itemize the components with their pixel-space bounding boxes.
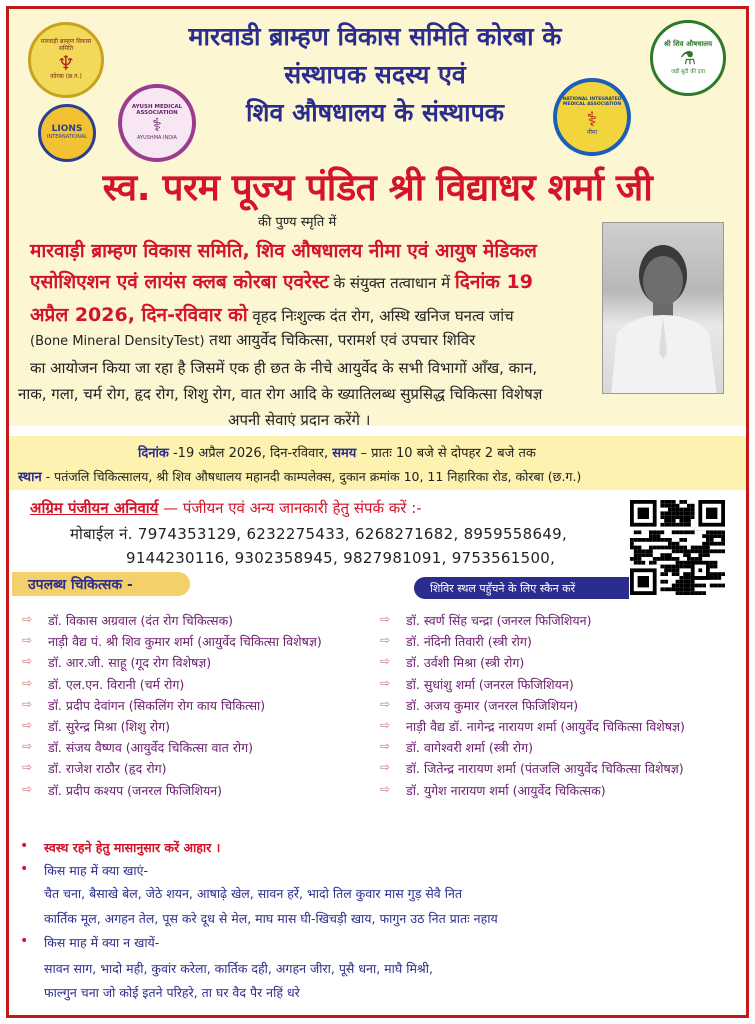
shiv-aushdhalay-logo xyxy=(650,20,726,96)
registration-label: अग्रिम पंजीयन अनिवार्य xyxy=(30,499,159,517)
bullet-icon: • xyxy=(20,933,29,949)
arrow-icon: ⇨ xyxy=(380,696,391,711)
doctor-item: डॉ. युगेश नारायण शर्मा (आयुर्वेद चिकित्सक) xyxy=(406,782,606,798)
samiti-logo-text: मारवाड़ी ब्राम्हण विकास समिति xyxy=(40,38,92,52)
nima-logo-text: NATIONAL INTEGRATED MEDICAL ASSOCIATION xyxy=(562,96,622,107)
doctor-item: नाड़ी वैद्य डॉ. नागेन्द्र नारायण शर्मा (आयुर्वेद चिकित्सा विशेषज्ञ) xyxy=(406,719,685,734)
time-value: – प्रातः 10 बजे से दोपहर 2 बजे तक xyxy=(356,446,536,461)
bullet-icon: • xyxy=(20,861,29,877)
arrow-icon: ⇨ xyxy=(380,633,391,648)
camp-type-text: वृहद निःशुल्क दंत रोग, अस्थि खनिज घनत्व जांच xyxy=(247,307,514,325)
date-label: दिनांक xyxy=(138,446,169,461)
arrow-icon: ⇨ xyxy=(380,760,391,775)
arrow-icon: ⇨ xyxy=(22,675,33,690)
samiti-logo xyxy=(28,22,104,98)
place-value: - पतंजलि चिकित्सालय, श्री शिव औषधालय महानदी काम्पलेक्स, दुकान क्रमांक 10, 11 निहारिका रोड, कोरबा (छ.ग.) xyxy=(41,469,582,484)
doctor-item: डॉ. स्वर्ण सिंह चन्द्रा (जनरल फिजिशियन) xyxy=(406,613,592,628)
header-line-2: संस्थापक सदस्य एवं xyxy=(284,60,466,89)
scan-instruction: शिविर स्थल पहुँचने के लिए स्कैन करें xyxy=(414,577,629,599)
doctor-item: डॉ. अजय कुमार (जनरल फिजिशियन) xyxy=(406,697,579,713)
organizers-text: मारवाड़ी ब्राम्हण विकास समिति, शिव औषधालय नीमा एवं आयुष मेडिकल xyxy=(30,240,537,262)
body-line-4 xyxy=(30,330,475,350)
arrow-icon: ⇨ xyxy=(22,633,33,648)
portrait-photo xyxy=(602,222,724,394)
header-block xyxy=(150,18,600,132)
date-value: -19 अप्रैल 2026, दिन-रविवार, xyxy=(168,446,333,461)
arrow-icon: ⇨ xyxy=(380,675,391,690)
body-line-7: अपनी सेवाएं प्रदान करेंगे । xyxy=(228,411,371,429)
header-line-1: मारवाडी ब्राम्हण विकास समिति कोरबा के xyxy=(188,22,562,51)
ayush-logo-sub: AYUSHMA INDIA xyxy=(137,135,177,142)
mobile-line-2: 9144230116, 9302358945, 9827981091, 9753561500, xyxy=(126,549,556,567)
joint-text: के संयुक्त तत्वाधान में xyxy=(328,274,455,292)
doctor-item: डॉ. प्रदीप देवांगन (सिकलिंग रोग काय चिकित्सा) xyxy=(48,697,266,713)
body-line-1 xyxy=(30,237,537,263)
registration-line xyxy=(30,498,422,518)
tips-q2-line-1: सावन साग, भादो मही, कुवांर करेला, कार्तिक दही, अगहन जीरा, पूसै धना, माघै मिश्री, xyxy=(44,961,433,976)
lions-logo xyxy=(38,104,96,162)
arrow-icon: ⇨ xyxy=(380,739,391,754)
place-line xyxy=(18,467,581,485)
qr-code-pattern xyxy=(630,500,725,595)
arrow-icon: ⇨ xyxy=(22,781,33,796)
arrow-icon: ⇨ xyxy=(380,612,391,626)
tips-heading: स्वस्थ रहने हेतु मासानुसार करें आहार । xyxy=(44,840,221,855)
samiti-logo-figure-icon: ♆ xyxy=(57,51,75,76)
organizers-text-2: एसोशिएशन एवं लायंस क्लब कोरबा एवरेस्ट xyxy=(30,271,329,293)
doctor-item: डॉ. प्रदीप कश्यप (जनरल फिजिशियन) xyxy=(48,782,223,798)
arrow-icon: ⇨ xyxy=(22,696,33,711)
doctor-item: डॉ. उर्वशी मिश्रा (स्त्री रोग) xyxy=(406,655,525,671)
memorial-title: स्व. परम पूज्य पंडित श्री विद्याधर शर्मा जी xyxy=(102,166,653,209)
arrow-icon: ⇨ xyxy=(380,781,391,796)
qr-code[interactable] xyxy=(630,500,725,595)
arrow-icon: ⇨ xyxy=(22,612,33,626)
nima-logo-sub: नीमा xyxy=(586,128,598,136)
doctor-item: डॉ. एल.एन. विरानी (चर्म रोग) xyxy=(48,676,185,692)
date-highlight: दिनांक 19 xyxy=(454,271,533,293)
time-label: समय xyxy=(332,446,357,461)
doctor-item: डॉ. जितेन्द्र नारायण शर्मा (पंतजलि आयुर्वेद चिकित्सा विशेषज्ञ) xyxy=(406,761,684,777)
date-time-line xyxy=(138,443,536,461)
tips-q1-line-1: चैत चना, बैसाखे बेल, जेठे शयन, आषाढ़े खेल, सावन हर्रे, भादो तिल कुवार मास गुड़ सेवै नित xyxy=(44,886,463,901)
doctor-item: डॉ. वागेश्वरी शर्मा (स्त्री रोग) xyxy=(406,740,533,756)
doctor-item: डॉ. संजय वैष्णव (आयुर्वेद चिकित्सा वात रोग) xyxy=(48,740,254,756)
arrow-icon: ⇨ xyxy=(22,654,33,669)
tips-question-2: किस माह में क्या न खायें- xyxy=(44,935,160,950)
bullet-icon: • xyxy=(20,838,29,854)
doctor-item: नाड़ी वैद्य पं. श्री शिव कुमार शर्मा (आयुर्वेद चिकित्सा विशेषज्ञ) xyxy=(48,634,322,650)
doctor-item: डॉ. सुरेन्द्र मिश्रा (शिशु रोग) xyxy=(48,719,171,734)
arrow-icon: ⇨ xyxy=(22,739,33,754)
lions-logo-text: LIONS xyxy=(51,124,83,135)
arrow-icon: ⇨ xyxy=(22,760,33,775)
samiti-logo-sub: कोरबा (छ.ग.) xyxy=(50,73,82,81)
tips-q1-line-2: कार्तिक मूल, अगहन तेल, पूस करे दूध से मेल, माघ मास घी-खिचड़ी खाय, फागुन उठ नित प्रातः नहाय xyxy=(44,911,498,926)
mortar-pestle-icon: ⚗ xyxy=(679,47,697,69)
doctor-item: डॉ. विकास अग्रवाल (दंत रोग चिकित्सक) xyxy=(48,613,234,628)
arrow-icon: ⇨ xyxy=(380,718,391,732)
mobile-line-1: मोबाईल नं. 7974353129, 6232275433, 6268271682, 8959558649, xyxy=(70,525,568,543)
registration-text: — पंजीयन एवं अन्य जानकारी हेतु संपर्क करें :- xyxy=(158,499,422,517)
arrow-icon: ⇨ xyxy=(380,654,391,669)
camp-type-text-2: तथा आयुर्वेद चिकित्सा, परामर्श एवं उपचार शिविर xyxy=(204,331,476,349)
doctor-item: डॉ. सुधांशु शर्मा (जनरल फिजिशियन) xyxy=(406,676,574,692)
date-highlight-2: अप्रैल 2026, दिन-रविवार को xyxy=(30,304,248,326)
shiv-logo-sub: जड़ी बूटी की दवा xyxy=(670,68,706,75)
ayush-logo-text: AYUSH MEDICAL ASSOCIATION xyxy=(131,104,183,117)
arrow-icon: ⇨ xyxy=(22,718,33,732)
nima-caduceus-icon: ⚕ xyxy=(586,106,598,131)
tips-q2-line-2: फाल्गुन चना जो कोई इतने परिहरे, ता घर वैद पैर नहिं धरे xyxy=(44,985,300,1000)
tips-question-1: किस माह में क्या खाएं- xyxy=(44,863,149,878)
doctor-item: डॉ. राजेश राठौर (हृद रोग) xyxy=(48,761,167,777)
doctor-item: डॉ. नंदिनी तिवारी (स्त्री रोग) xyxy=(406,634,532,650)
doctor-item: डॉ. आर.जी. साहू (गूद रोग विशेषज्ञ) xyxy=(48,655,212,671)
body-line-2 xyxy=(30,268,533,294)
intro-text: की पुण्य स्मृति में xyxy=(258,215,337,230)
place-label: स्थान xyxy=(18,470,42,485)
doctors-heading: उपलब्ध चिकित्सक - xyxy=(12,572,190,596)
header-line-3: शिव औषधालय के संस्थापक xyxy=(246,98,504,127)
lions-logo-sub: INTERNATIONAL xyxy=(46,134,88,141)
caduceus-icon: ⚕ xyxy=(152,115,162,137)
body-line-3 xyxy=(30,301,514,327)
portrait-silhouette xyxy=(603,223,724,394)
body-line-5: का आयोजन किया जा रहा है जिसमें एक ही छत के नीचे आयुर्वेद के सभी विभागों आँख, कान, xyxy=(30,359,538,377)
bmd-text: (Bone Mineral DensityTest) xyxy=(30,334,205,349)
shiv-logo-text: श्री शिव औषधालय xyxy=(663,40,713,49)
body-line-6: नाक, गला, चर्म रोग, हृद रोग, शिशु रोग, वात रोग आदि के ख्यातिलब्ध सुप्रसिद्ध चिकित्सा विशेषज्ञ xyxy=(18,385,543,403)
